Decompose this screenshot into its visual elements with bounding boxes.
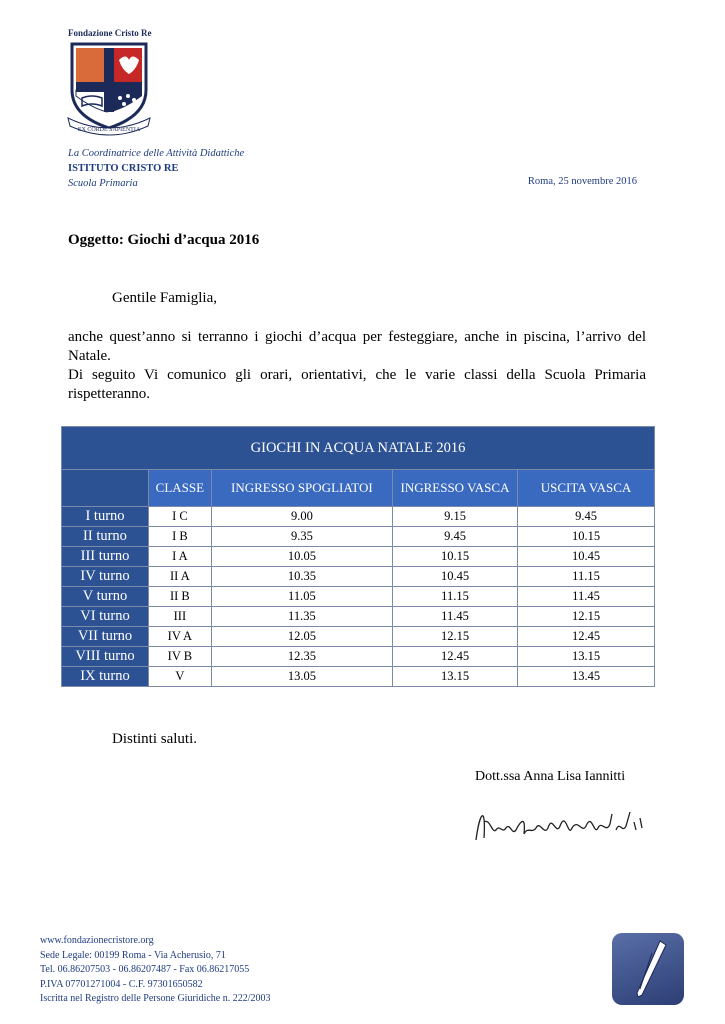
classe-cell: I C [149,507,212,527]
ingresso-spogliatoi-cell: 12.05 [211,627,392,647]
uscita-vasca-cell: 12.15 [518,607,655,627]
closing: Distinti saluti. [112,731,198,747]
turno-cell: VIII turno [62,647,149,667]
turno-cell: V turno [62,587,149,607]
table-row [62,587,655,607]
letter-date: Roma, 25 novembre 2016 [527,176,637,187]
classe-cell: II A [149,567,212,587]
classe-cell: III [149,607,212,627]
table-row [62,607,655,627]
uscita-vasca-cell: 13.45 [518,667,655,687]
table-row [62,567,655,587]
handwritten-signature [470,800,650,850]
turno-cell: II turno [62,527,149,547]
ingresso-spogliatoi-cell: 13.05 [211,667,392,687]
motto: EX CORDE SAPIENTIA [77,127,141,133]
ingresso-spogliatoi-cell: 12.35 [211,647,392,667]
ingresso-spogliatoi-cell: 10.05 [211,547,392,567]
table-title: GIOCHI IN ACQUA NATALE 2016 [62,427,655,470]
uscita-vasca-cell: 9.45 [518,507,655,527]
turno-cell: VI turno [62,607,149,627]
footer [40,934,271,1007]
classe-cell: I B [149,527,212,547]
table-row [62,507,655,527]
table-row [62,667,655,687]
footer-address: Sede Legale: 00199 Roma - Via Acherusio, 71 [40,949,226,961]
table-row [62,627,655,647]
classe-cell: II B [149,587,212,607]
ingresso-vasca-cell: 9.15 [393,507,518,527]
ingresso-spogliatoi-cell: 9.35 [211,527,392,547]
turno-header [62,470,149,507]
sender-school: Scuola Primaria [68,178,138,189]
table-row [62,647,655,667]
col-header-uscita: USCITA VASCA [518,470,655,507]
footer-registry: Iscritta nel Registro delle Persone Giuridiche n. 222/2003 [40,993,271,1005]
col-header-classe: CLASSE [149,470,212,507]
sender-institute: ISTITUTO CRISTO RE [68,163,179,174]
ingresso-vasca-cell: 12.45 [393,647,518,667]
paragraph: Di seguito Vi comunico gli orari, orientativi, che le varie classi della Scuola Primaria rispetteranno. [68,367,646,402]
footer-website[interactable]: www.fondazionecristore.org [40,935,154,946]
classe-cell: IV A [149,627,212,647]
footer-phones: Tel. 06.86207503 - 06.86207487 - Fax 06.86217055 [40,964,250,976]
uscita-vasca-cell: 10.45 [518,547,655,567]
ingresso-vasca-cell: 12.15 [393,627,518,647]
col-header-vasca: INGRESSO VASCA [393,470,518,507]
pen-icon [612,933,684,1005]
turno-cell: III turno [62,547,149,567]
footer-tax: P.IVA 07701271004 - C.F. 97301650582 [40,978,203,990]
letter-body [68,328,646,404]
uscita-vasca-cell: 11.15 [518,567,655,587]
uscita-vasca-cell: 10.15 [518,527,655,547]
schedule-table [61,426,655,687]
uscita-vasca-cell: 11.45 [518,587,655,607]
ingresso-spogliatoi-cell: 10.35 [211,567,392,587]
classe-cell: IV B [149,647,212,667]
paragraph: anche quest’anno si terranno i giochi d’acqua per festeggiare, anche in piscina, l’arrivo del Natale. [68,329,646,364]
sender-block [68,146,244,191]
turno-cell: IX turno [62,667,149,687]
ingresso-spogliatoi-cell: 11.35 [211,607,392,627]
uscita-vasca-cell: 13.15 [518,647,655,667]
ingresso-vasca-cell: 10.45 [393,567,518,587]
classe-cell: V [149,667,212,687]
turno-cell: IV turno [62,567,149,587]
ingresso-vasca-cell: 13.15 [393,667,518,687]
ingresso-spogliatoi-cell: 9.00 [211,507,392,527]
ingresso-vasca-cell: 11.15 [393,587,518,607]
turno-cell: VII turno [62,627,149,647]
ingresso-vasca-cell: 11.45 [393,607,518,627]
uscita-vasca-cell: 12.45 [518,627,655,647]
table-row [62,527,655,547]
crest-logo [64,40,154,136]
ingresso-vasca-cell: 10.15 [393,547,518,567]
table-row [62,547,655,567]
logo-title: Fondazione Cristo Re [68,28,152,38]
letter-subject: Oggetto: Giochi d’acqua 2016 [68,232,260,248]
ingresso-vasca-cell: 9.45 [393,527,518,547]
sender-role: La Coordinatrice delle Attività Didattiche [68,148,245,159]
turno-cell: I turno [62,507,149,527]
ingresso-spogliatoi-cell: 11.05 [211,587,392,607]
classe-cell: I A [149,547,212,567]
greeting: Gentile Famiglia, [112,290,217,306]
signer-name: Dott.ssa Anna Lisa Iannitti [475,769,626,784]
col-header-spogliatoi: INGRESSO SPOGLIATOI [211,470,392,507]
